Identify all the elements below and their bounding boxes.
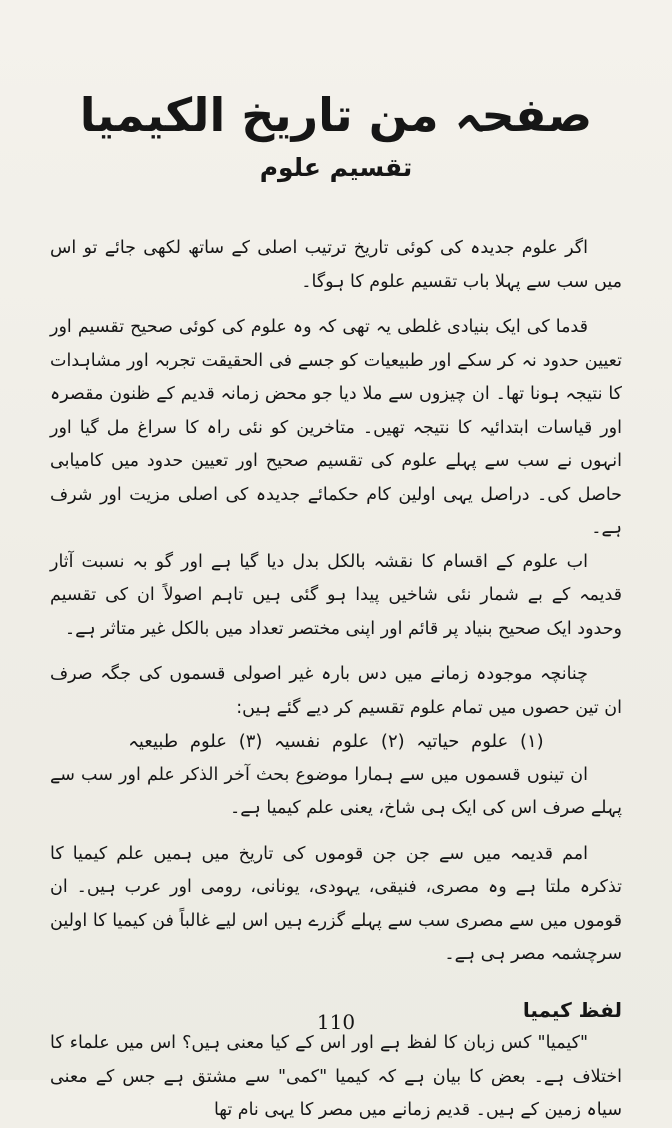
sciences-list: (۱) علوم حیاتیہ (۲) علوم نفسیہ (۳) علوم طبیعیہ: [128, 731, 544, 752]
section-heading: لفظ کیمیا: [522, 997, 622, 1022]
paragraph-chemistry-topic: ان تینوں قسموں میں سے ہمارا موضوع بحث آخر الذکر علم اور سب سے پہلے صرف اس کی ایک ہی شاخ، یعنی علم کیمیا ہے۔: [50, 764, 622, 818]
page-number: 110: [316, 1010, 356, 1034]
paragraph-ancient-nations: امم قدیمہ میں سے جن جن قوموں کی تاریخ میں ہمیں علم کیمیا کا تذکرہ ملتا ہے وہ مصری، فنیقی، یہودی، یونانی، رومی اور عرب ہیں۔ ان قوموں میں سے مصری سب سے پہلے گزرے ہیں اس لیے غالباً فن کیمیا کا اولین سرچشمہ مصر ہی ہے۔: [50, 843, 622, 964]
page-subtitle: تقسیم علوم: [259, 153, 413, 182]
page-title: صفحہ من تاریخ الکیمیا: [79, 88, 593, 142]
paragraph-classification-changed: اب علوم کے اقسام کا نقشہ بالکل بدل دیا گیا ہے اور گو بہ نسبت آثار قدیمہ کے بے شمار نئی شاخیں پیدا ہو گئی ہیں تاہم اصولاً ان کی تقسیم وحدود ایک صحیح بنیاد پر قائم اور اپنی مختصر تعداد میں بالکل غیر متاثر ہے۔: [50, 551, 622, 639]
page-body: [50, 232, 622, 1128]
paragraph-ancients-error: قدما کی ایک بنیادی غلطی یہ تھی کہ وہ علوم کی کوئی صحیح تقسیم اور تعیین حدود نہ کر سکے اور طبیعیات کو جسے فی الحقیقت تجربہ اور مشاہدات کا نتیجہ ہونا تھا۔ ان چیزوں سے ملا دیا جو محض زمانہ قدیم کے ظنون مقصرہ اور قیاسات ابتدائیہ کا نتیجہ تھیں۔ متاخرین کو نئی راہ کا سراغ مل گیا اور انہوں نے سب سے پہلے علوم کی تقسیم صحیح اور تعیین حدود میں کامیابی حاصل کی۔ دراصل یہی اولین کام حکمائے جدیدہ کی اصلی مزیت اور شرف ہے۔: [50, 317, 622, 538]
paragraph-three-divisions: چنانچہ موجودہ زمانے میں دس بارہ غیر اصولی قسموں کی جگہ صرف ان تین حصوں میں تمام علوم تقسیم کر دیے گئے ہیں:: [50, 664, 622, 718]
paragraph-word-kimiya: "کیمیا" کس زبان کا لفظ ہے اور اس کے کیا معنی ہیں؟ اس میں علماء کا اختلاف ہے۔ بعض کا بیان ہے کہ کیمیا "کمی" سے مشتق ہے جس کے معنی سیاہ زمین کے ہیں۔ قدیم زمانے میں مصر کا یہی نام تھا: [50, 1033, 622, 1120]
paragraph-intro: اگر علوم جدیدہ کی کوئی تاریخ ترتیب اصلی کے ساتھ لکھی جائے تو اس میں سب سے پہلا باب تقسیم علوم کا ہوگا۔: [50, 238, 622, 292]
